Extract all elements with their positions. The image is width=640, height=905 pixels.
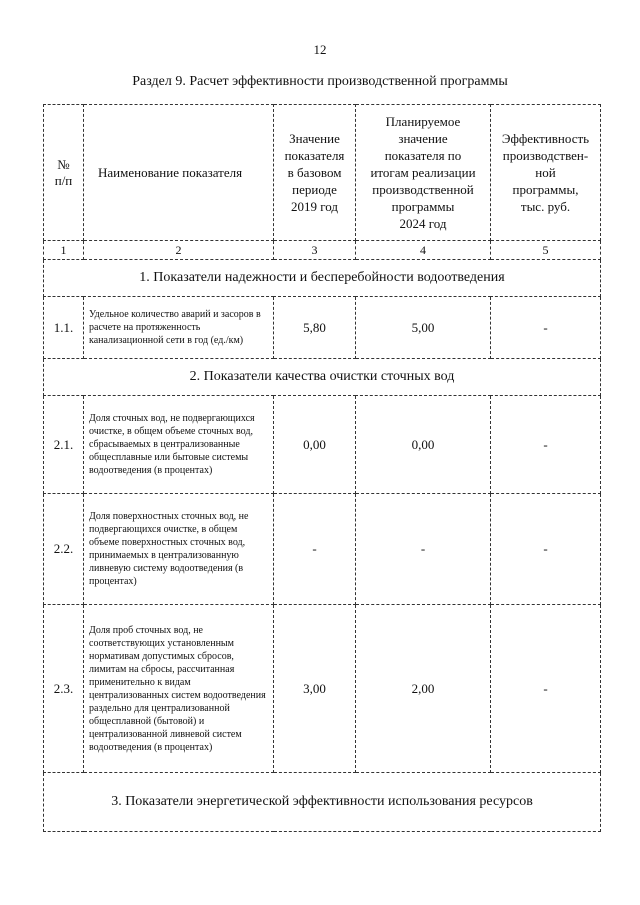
header-base-value: Значение показателя в базовом периоде 2019 год [274,105,356,241]
efficiency-value: - [491,494,601,605]
header-num: № п/п [44,105,84,241]
header-row [44,105,601,241]
row-number: 2.2. [44,494,84,605]
base-value: 3,00 [274,605,356,773]
header-efficiency: Эффективность производствен- ной программы, тыс. руб. [491,105,601,241]
efficiency-value: - [491,605,601,773]
column-number: 2 [84,241,274,260]
efficiency-value: - [491,396,601,494]
group-header-row [44,773,601,832]
group-title-2: 2. Показатели качества очистки сточных вод [44,359,601,396]
section-title: Раздел 9. Расчет эффективности производственной программы [132,74,508,89]
group-title-1: 1. Показатели надежности и бесперебойности водоотведения [44,260,601,297]
table-row [44,297,601,359]
row-number: 2.1. [44,396,84,494]
base-value: 5,80 [274,297,356,359]
column-number: 3 [274,241,356,260]
row-number: 1.1. [44,297,84,359]
indicator-name: Доля сточных вод, не подвергающихся очистке, в общем объеме сточных вод, сбрасываемых в централизованные общесплавные или бытовые системы водоотведения (в процентах) [84,396,274,494]
indicator-name: Доля поверхностных сточных вод, не подвергающихся очистке, в общем объеме поверхностных сточных вод, принимаемых в централизованную ливневую систему водоотведения (в процентах) [84,494,274,605]
column-number: 1 [44,241,84,260]
header-planned-value: Планируемое значение показателя по итогам реализации производственной программы 2024 год [356,105,491,241]
column-number-row [44,241,601,260]
base-value: - [274,494,356,605]
row-number: 2.3. [44,605,84,773]
group-title-3: 3. Показатели энергетической эффективности использования ресурсов [44,773,601,832]
header-name: Наименование показателя [84,105,274,241]
base-value: 0,00 [274,396,356,494]
table-row [44,494,601,605]
column-number: 5 [491,241,601,260]
indicator-name: Доля проб сточных вод, не соответствующих установленным нормативам допустимых сбросов, лимитам на сбросы, рассчитанная применительно к видам централизованных систем водоотведения раздельно для централизованной общесплавной (бытовой) и централизованной ливневой систем водоотведения (в процентах) [84,605,274,773]
page-number: 12 [313,42,327,57]
table-row [44,605,601,773]
efficiency-value: - [491,297,601,359]
planned-value: 2,00 [356,605,491,773]
group-header-row [44,260,601,297]
column-number: 4 [356,241,491,260]
planned-value: - [356,494,491,605]
planned-value: 5,00 [356,297,491,359]
planned-value: 0,00 [356,396,491,494]
group-header-row [44,359,601,396]
efficiency-table [43,104,601,832]
indicator-name: Удельное количество аварий и засоров в расчете на протяженность канализационной сети в год (ед./км) [84,297,274,359]
table-row [44,396,601,494]
